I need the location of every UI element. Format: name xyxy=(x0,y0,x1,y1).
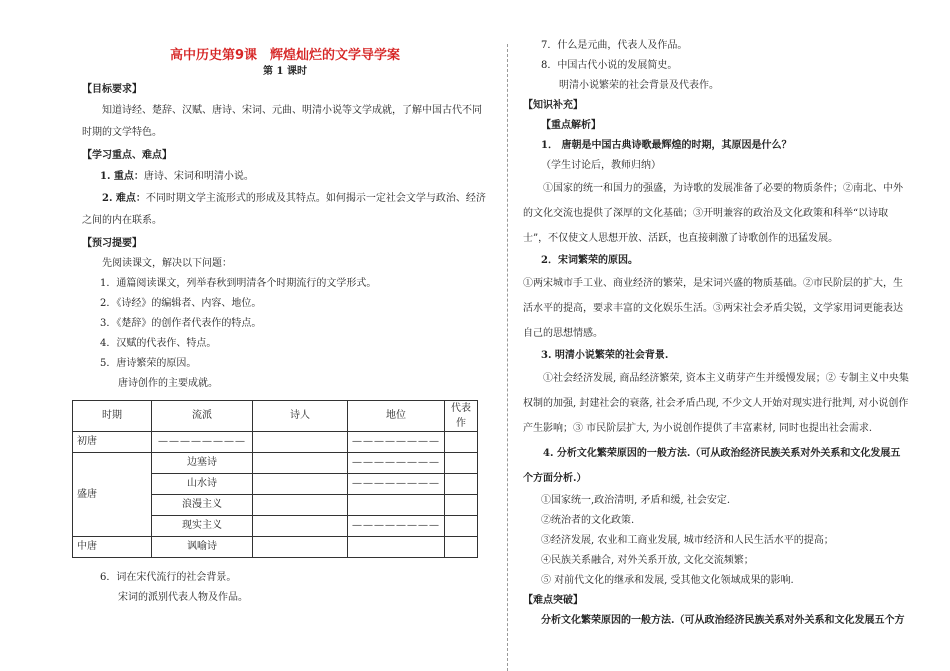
cell-dash: ———————— xyxy=(348,452,445,473)
question-4: 4．汉赋的代表作、特点。 xyxy=(100,337,217,349)
header-status: 地位 xyxy=(348,400,445,431)
point-4-item-4: ④民族关系融合, 对外关系开放, 文化交流频繁； xyxy=(541,555,754,566)
difficulty-heading: 【难点突破】 xyxy=(523,595,583,606)
supplement-heading: 【知识补充】 xyxy=(523,100,583,111)
preview-heading: 【预习提要】 xyxy=(82,237,142,249)
table-header-row xyxy=(73,400,478,431)
preview-intro: 先阅读课文，解决以下问题： xyxy=(102,257,232,269)
point-2-text: ①两宋城市手工业、商业经济的繁荣，是宋词兴盛的物质基础。②市民阶层的扩大，生活水平的提高，要求丰富的文化娱乐生活。③两宋社会矛盾尖锐，文学家用词更能表达自己的思想情感。 xyxy=(523,278,903,339)
cell-empty xyxy=(445,515,478,536)
cell-empty xyxy=(253,494,348,515)
page-title: 高中历史第9课 辉煌灿烂的文学导学案 xyxy=(169,48,401,63)
question-2: 2．《诗经》的编辑者、内容、地位。 xyxy=(100,297,262,309)
key-point-2 xyxy=(82,188,488,232)
point-4-title: 4. 分析文化繁荣原因的一般方法.（可从政治经济民族关系对外关系和文化发展五个方面分析.） xyxy=(523,448,901,484)
header-school: 流派 xyxy=(152,400,253,431)
point-3-text: ①社会经济发展, 商品经济繁荣, 资本主义萌芽产生并缓慢发展；② 专制主义中央集权制的加强, 封建社会的衰落, 社会矛盾凸现, 不少文人开始对现实进行批判, 对小说创作产生影响；③ 市民阶层扩大, 为小说创作提供了丰富素材, 同时也提出社会需求. xyxy=(523,373,909,434)
cell-empty xyxy=(445,536,478,557)
cell-school-romantic: 浪漫主义 xyxy=(152,494,253,515)
point-4-item-1: ①国家统一,政治清明, 矛盾和缓, 社会安定. xyxy=(541,495,731,506)
difficulty-text: 分析文化繁荣原因的一般方法.（可从政治经济民族关系对外关系和文化发展五个方 xyxy=(541,615,905,626)
cell-dash: ———————— xyxy=(348,473,445,494)
cell-empty xyxy=(348,494,445,515)
cell-period-early: 初唐 xyxy=(73,431,152,452)
question-5-sub: 唐诗创作的主要成就。 xyxy=(118,377,218,389)
goal-heading: 【目标要求】 xyxy=(82,83,142,95)
focus-heading: 【重点解析】 xyxy=(541,120,601,131)
point-4-item-3: ③经济发展, 农业和工商业发展, 城市经济和人民生活水平的提高； xyxy=(541,535,834,546)
question-6-sub: 宋词的派别代表人物及作品。 xyxy=(118,591,248,603)
key1-label: 1. 重点： xyxy=(100,170,144,182)
cell-period-mid: 中唐 xyxy=(73,536,152,557)
question-8-sub: 明清小说繁荣的社会背景及代表作。 xyxy=(559,80,719,91)
header-period: 时期 xyxy=(73,400,152,431)
cell-empty xyxy=(253,452,348,473)
cell-empty xyxy=(445,473,478,494)
cell-empty xyxy=(253,515,348,536)
cell-dash: ———————— xyxy=(348,431,445,452)
cell-school-realist: 现实主义 xyxy=(152,515,253,536)
lesson-subtitle: 第 1 课时 xyxy=(263,65,307,77)
key-heading: 【学习重点、难点】 xyxy=(82,149,172,161)
goal-text: 知道诗经、楚辞、汉赋、唐诗、宋词、元曲、明清小说等文学成就，了解中国古代不同时期的文学特色。 xyxy=(82,104,482,138)
key2-label: 2. 难点： xyxy=(102,192,146,204)
cell-school-frontier: 边塞诗 xyxy=(152,452,253,473)
key1-text: 唐诗、宋词和明清小说。 xyxy=(143,170,254,182)
table-row xyxy=(73,431,478,452)
key2-text: 不同时期文学主流形式的形成及其特点。如何揭示一定社会文学与政治、经济之间的内在联系。 xyxy=(82,192,486,226)
header-works: 代表作 xyxy=(445,400,478,431)
point-3-title: 3. 明清小说繁荣的社会背景. xyxy=(541,350,669,361)
point-2-title: 2．宋词繁荣的原因。 xyxy=(541,255,638,266)
cell-school-satire: 讽喻诗 xyxy=(152,536,253,557)
cell-school-landscape: 山水诗 xyxy=(152,473,253,494)
question-5: 5．唐诗繁荣的原因。 xyxy=(100,357,197,369)
column-divider xyxy=(507,44,508,671)
cell-empty xyxy=(445,452,478,473)
point-1-question: 1． 唐朝是中国古典诗歌最辉煌的时期，其原因是什么？ xyxy=(541,140,792,151)
question-3: 3．《楚辞》的创作者代表作的特点。 xyxy=(100,317,262,329)
cell-dash: ———————— xyxy=(348,515,445,536)
question-8: 8．中国古代小说的发展简史。 xyxy=(541,60,678,71)
point-1-text: ①国家的统一和国力的强盛，为诗歌的发展准备了必要的物质条件；②南北、中外的文化交流也提供了深厚的文化基础；③开明兼容的政治及文化政策和科举“以诗取士”，不仅使文人思想开放、活跃，也直接刺激了诗歌创作的迅猛发展。 xyxy=(523,183,903,244)
cell-empty xyxy=(348,536,445,557)
table-row xyxy=(73,452,478,473)
key-point-1 xyxy=(82,166,488,188)
cell-empty xyxy=(253,473,348,494)
point-4-item-5: ⑤ 对前代文化的继承和发展, 受其他文化领域成果的影响. xyxy=(541,575,794,586)
tang-poetry-table xyxy=(72,400,478,558)
table-row xyxy=(73,536,478,557)
question-7: 7．什么是元曲，代表人及作品。 xyxy=(541,40,688,51)
cell-empty xyxy=(445,494,478,515)
point-4-item-2: ②统治者的文化政策. xyxy=(541,515,635,526)
cell-empty xyxy=(253,536,348,557)
cell-period-high: 盛唐 xyxy=(73,452,152,536)
question-6: 6．词在宋代流行的社会背景。 xyxy=(100,571,237,583)
cell-empty xyxy=(445,431,478,452)
cell-empty xyxy=(253,431,348,452)
left-column xyxy=(77,48,488,608)
cell-dash: ———————— xyxy=(152,431,253,452)
point-1-note: （学生讨论后，教师归纳） xyxy=(541,160,661,171)
point-1-title xyxy=(523,136,909,176)
right-column xyxy=(523,40,909,631)
question-1: 1．通篇阅读课文，列举春秋到明清各个时期流行的文学形式。 xyxy=(100,277,377,289)
header-poet: 诗人 xyxy=(253,400,348,431)
